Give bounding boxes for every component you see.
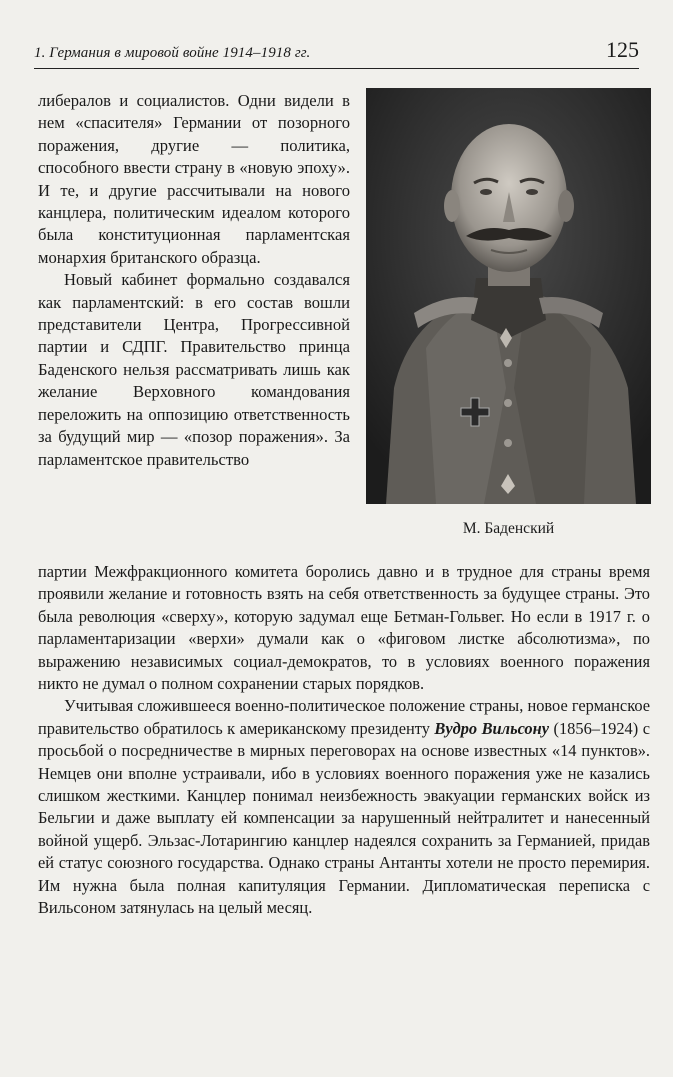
portrait-illustration (366, 88, 651, 504)
paragraph-3-lead: Учитывая сложившееся военно-политическое положение страны, новое германское правительство обратилось к американскому президенту (38, 696, 650, 738)
full-width-text (38, 561, 650, 920)
paragraph-1: либералов и социалистов. Одни видели в нем «спасителя» Германии от позорного поражения, другие — политика, способного ввести страну в «новую эпоху». И те, и другие рассчитывали на нового канцлера, политическим идеалом которого была конституционная парламентская монархия британского образца. (38, 91, 350, 267)
paragraph-3 (38, 695, 650, 919)
figure-caption: М. Баденский (462, 520, 555, 537)
paragraph-2-continuation: партии Межфракционного комитета боролись давно и в трудное для страны время проявили желание и готовность взять на себя ответственность за будущее страны. Это была революция «сверху», которую задумал еще Бетман-Гольвег. Но если в 1917 г. о парламентаризации «верхи» думали как о «фиговом листке абсолютизма», по выражению независимых социал-демократов, то в условиях военного поражения никто не думал о полном сохранении старых порядков. (38, 562, 650, 694)
column-text (38, 90, 350, 471)
running-title: 1. Германия в мировой войне 1914–1918 гг. (34, 45, 311, 61)
person-name-wilson: Вудро Вильсону (434, 718, 550, 738)
portrait-photo (366, 88, 651, 504)
page-number: 125 (606, 37, 639, 62)
running-head (34, 28, 639, 69)
paragraph-3-rest: (1856–1924) с просьбой о посредничестве в мирных переговорах на основе известных «14 пунктов». Немцев они вполне устраивали, ибо в условиях военного поражения уже не казались слишком жесткими. Канцлер понимал неизбежность эвакуации германских войск из Бельгии и даже выплату ей компенсации за нарушенный нейтралитет и нанесенный войной ущерб. Эльзас-Лотарингию канцлер надеялся сохранить за Германией, придав ей статус союзного государства. Однако страны Антанты хотели не просто перемирия. Им нужна была полная капитуляция Германии. Дипломатическая переписка с Вильсоном затянулась на целый месяц. (38, 718, 650, 918)
paragraph-2-start: Новый кабинет формально создавался как парламентский: в его состав вошли представители Центра, Прогрессивной партии и СДПГ. Правительство принца Баденского нельзя рассматривать лишь как желание Верховного командования переложить на оппозицию ответственность за будущий мир — «позор поражения». За парламентское правительство (38, 270, 350, 469)
